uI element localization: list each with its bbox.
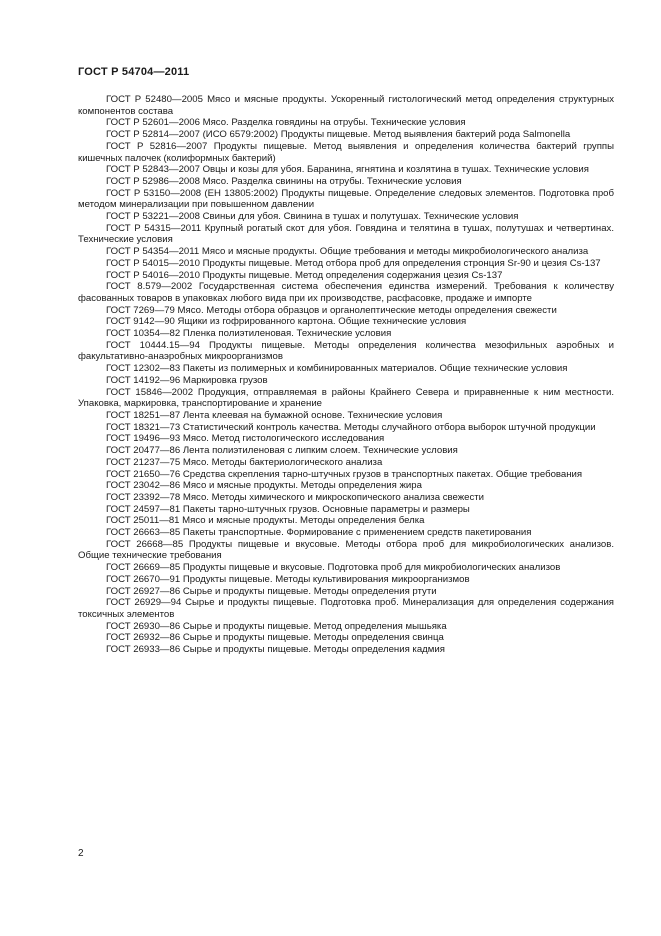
reference-item: ГОСТ 10444.15—94 Продукты пищевые. Методы определения количества мезофильных аэробных и факультативно-анаэробных микроорганизмов <box>78 339 614 363</box>
reference-item: ГОСТ 18251—87 Лента клеевая на бумажной основе. Технические условия <box>106 409 443 421</box>
reference-item: ГОСТ Р 54354—2011 Мясо и мясные продукты. Общие требования и методы микробиологического анализа <box>106 246 589 258</box>
reference-item: ГОСТ Р 52601—2006 Мясо. Разделка говядины на отрубы. Технические условия <box>106 117 466 129</box>
reference-item: ГОСТ Р 52843—2007 Овцы и козы для убоя. Баранина, ягнятина и козлятина в тушах. Технические условия <box>106 164 589 176</box>
reference-item: ГОСТ 15846—2002 Продукция, отправляемая в районы Крайнего Севера и приравненные к ним местности. Упаковка, маркировка, транспортирование и хранение <box>78 386 614 410</box>
reference-item: ГОСТ Р 52480—2005 Мясо и мясные продукты. Ускоренный гистологический метод определения структурных компонентов состава <box>78 94 614 117</box>
reference-item: ГОСТ 21237—75 Мясо. Методы бактериологического анализа <box>106 456 383 468</box>
reference-item: ГОСТ Р 53150—2008 (ЕН 13805:2002) Продукты пищевые. Определение следовых элементов. Подготовка проб методом минерализации при повышенном давлении <box>78 187 614 211</box>
reference-item: ГОСТ 7269—79 Мясо. Методы отбора образцов и органолептические методы определения свежести <box>106 304 557 316</box>
reference-item: ГОСТ 26668—85 Продукты пищевые и вкусовые. Методы отбора проб для микробиологических анализов. Общие технические требования <box>78 538 614 562</box>
reference-item: ГОСТ 12302—83 Пакеты из полимерных и комбинированных материалов. Общие технические условия <box>106 363 568 375</box>
reference-item: ГОСТ 26670—91 Продукты пищевые. Методы культивирования микроорганизмов <box>106 573 470 585</box>
document-header: ГОСТ Р 54704—2011 <box>78 66 190 78</box>
reference-item: ГОСТ 19496—93 Мясо. Метод гистологического исследования <box>106 433 385 445</box>
reference-item: ГОСТ Р 53221—2008 Свиньи для убоя. Свинина в тушах и полутушах. Технические условия <box>106 211 519 223</box>
reference-item: ГОСТ Р 52986—2008 Мясо. Разделка свинины на отрубы. Технические условия <box>106 175 462 187</box>
reference-item: ГОСТ 8.579—2002 Государственная система обеспечения единства измерений. Требования к количеству фасованных товаров в упаковках любого вида при их производстве, расфасовке, продаже и импорте <box>78 281 614 304</box>
reference-item: ГОСТ Р 54015—2010 Продукты пищевые. Метод отбора проб для определения стронция Sr-90 и цезия Cs-137 <box>106 257 601 269</box>
reference-item: ГОСТ 20477—86 Лента полиэтиленовая с липким слоем. Технические условия <box>106 445 458 457</box>
reference-item: ГОСТ 26669—85 Продукты пищевые и вкусовые. Подготовка проб для микробиологических анализов <box>106 562 561 574</box>
reference-item: ГОСТ 23042—86 Мясо и мясные продукты. Методы определения жира <box>106 480 422 492</box>
reference-item: ГОСТ 14192—96 Маркировка грузов <box>106 374 268 386</box>
reference-item: ГОСТ 25011—81 Мясо и мясные продукты. Методы определения белка <box>106 515 425 527</box>
reference-item: ГОСТ 26932—86 Сырье и продукты пищевые. Методы определения свинца <box>106 632 444 644</box>
reference-item: ГОСТ 21650—76 Средства скрепления тарно-штучных грузов в транспортных пакетах. Общие требования <box>106 468 583 480</box>
reference-item: ГОСТ 24597—81 Пакеты тарно-штучных грузов. Основные параметры и размеры <box>106 503 470 515</box>
reference-item: ГОСТ Р 52816—2007 Продукты пищевые. Метод выявления и определения количества бактерий группы кишечных палочек (колиформных бактерий) <box>78 140 614 164</box>
reference-item: ГОСТ 23392—78 Мясо. Методы химического и микроскопического анализа свежести <box>106 491 485 503</box>
reference-item: ГОСТ Р 54315—2011 Крупный рогатый скот для убоя. Говядина и телятина в тушах, полутушах и четвертинах. Технические условия <box>78 222 614 246</box>
reference-item: ГОСТ Р 54016—2010 Продукты пищевые. Метод определения содержания цезия Cs-137 <box>106 269 503 281</box>
reference-item: ГОСТ 26929—94 Сырье и продукты пищевые. Подготовка проб. Минерализация для определения содержания токсичных элементов <box>78 597 614 620</box>
page-number: 2 <box>78 848 84 859</box>
reference-item: ГОСТ Р 52814—2007 (ИСО 6579:2002) Продукты пищевые. Метод выявления бактерий рода Salmonella <box>106 129 571 141</box>
reference-item: ГОСТ 26663—85 Пакеты транспортные. Формирование с применением средств пакетирования <box>106 527 532 539</box>
reference-item: ГОСТ 26933—86 Сырье и продукты пищевые. Методы определения кадмия <box>106 644 445 656</box>
reference-item: ГОСТ 26927—86 Сырье и продукты пищевые. Методы определения ртути <box>106 585 437 597</box>
normative-references-list <box>78 94 614 656</box>
reference-item: ГОСТ 26930—86 Сырье и продукты пищевые. Метод определения мышьяка <box>106 620 447 632</box>
reference-item: ГОСТ 9142—90 Ящики из гофрированного картона. Общие технические условия <box>106 316 467 328</box>
reference-item: ГОСТ 18321—73 Статистический контроль качества. Методы случайного отбора выборок штучной продукции <box>106 421 596 433</box>
reference-item: ГОСТ 10354—82 Пленка полиэтиленовая. Технические условия <box>106 328 392 340</box>
